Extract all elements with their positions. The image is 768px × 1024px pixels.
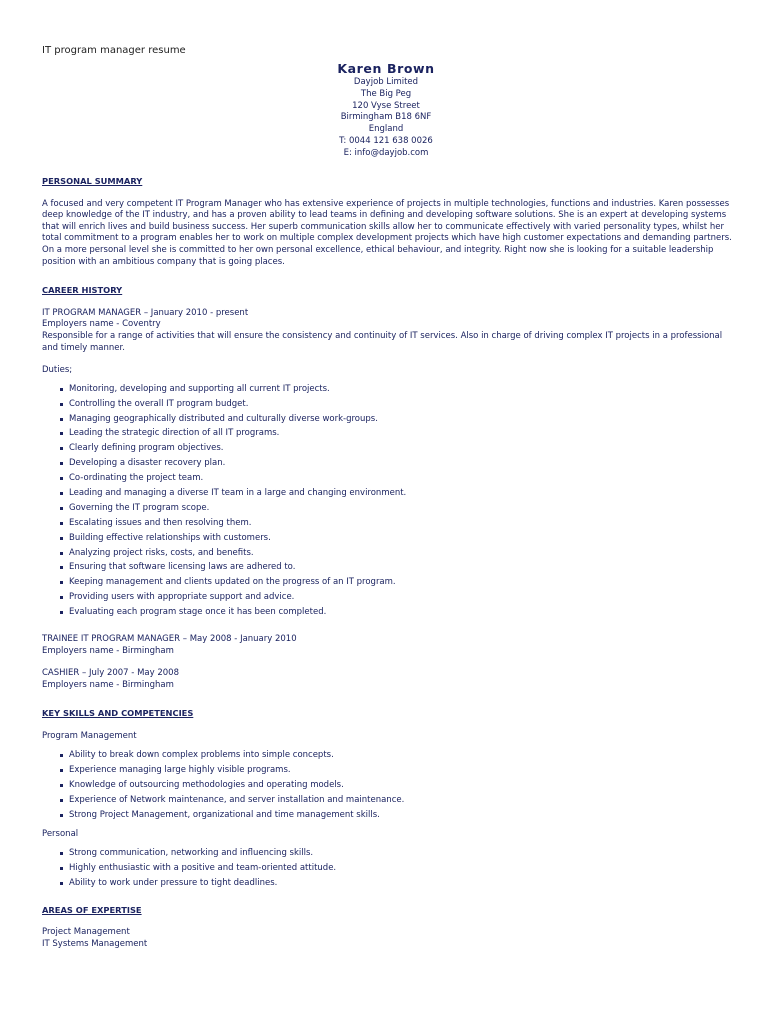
list-item: Providing users with appropriate support and advice. xyxy=(42,592,732,607)
bullet-icon xyxy=(60,581,63,584)
list-item: Ability to work under pressure to tight deadlines. xyxy=(42,878,732,893)
program-skills-list xyxy=(42,750,732,826)
list-item: Leading and managing a diverse IT team in a large and changing environment. xyxy=(42,488,732,503)
bullet-icon xyxy=(60,388,63,391)
bullet-icon xyxy=(60,611,63,614)
list-item: Keeping management and clients updated on the progress of an IT program. xyxy=(42,577,732,592)
bullet-icon xyxy=(60,754,63,757)
job-employer: Employers name - Birmingham xyxy=(42,645,174,656)
document-title: IT program manager resume xyxy=(42,45,186,56)
bullet-icon xyxy=(60,769,63,772)
job-title: IT PROGRAM MANAGER – January 2010 - present xyxy=(42,307,249,318)
bullet-icon xyxy=(60,403,63,406)
job-title: TRAINEE IT PROGRAM MANAGER – May 2008 - January 2010 xyxy=(42,633,297,644)
key-skills-heading: KEY SKILLS AND COMPETENCIES xyxy=(42,708,194,719)
list-item: Evaluating each program stage once it has been completed. xyxy=(42,607,732,622)
bullet-icon xyxy=(60,507,63,510)
bullet-icon xyxy=(60,784,63,787)
bullet-icon xyxy=(60,852,63,855)
resume-body xyxy=(42,176,732,950)
personal-skills-list xyxy=(42,848,732,894)
list-item: Building effective relationships with customers. xyxy=(42,533,732,548)
bullet-icon xyxy=(60,477,63,480)
personal-summary-heading: PERSONAL SUMMARY xyxy=(42,176,143,186)
list-item: Monitoring, developing and supporting all current IT projects. xyxy=(42,384,732,399)
list-item: Ability to break down complex problems into simple concepts. xyxy=(42,750,732,765)
resume-header xyxy=(0,61,768,160)
address-city: Birmingham B18 6NF xyxy=(340,112,432,123)
duties-label: Duties; xyxy=(42,365,73,376)
expertise-item: IT Systems Management xyxy=(42,938,148,949)
bullet-icon xyxy=(60,552,63,555)
list-item: Knowledge of outsourcing methodologies and operating models. xyxy=(42,780,732,795)
list-item: Experience of Network maintenance, and server installation and maintenance. xyxy=(42,795,732,810)
list-item: Developing a disaster recovery plan. xyxy=(42,458,732,473)
list-item: Strong communication, networking and influencing skills. xyxy=(42,848,732,863)
job-employer: Employers name - Coventry xyxy=(42,319,161,330)
list-item: Co-ordinating the project team. xyxy=(42,473,732,488)
list-item: Escalating issues and then resolving them. xyxy=(42,518,732,533)
list-item: Ensuring that software licensing laws are adhered to. xyxy=(42,562,732,577)
expertise-item: Project Management xyxy=(42,927,130,938)
job-employer: Employers name - Birmingham xyxy=(42,679,174,690)
contact-email: E: info@dayjob.com xyxy=(343,147,429,158)
bullet-icon xyxy=(60,432,63,435)
list-item: Managing geographically distributed and culturally diverse work-groups. xyxy=(42,414,732,429)
bullet-icon xyxy=(60,814,63,817)
bullet-icon xyxy=(60,447,63,450)
list-item: Highly enthusiastic with a positive and team-oriented attitude. xyxy=(42,863,732,878)
address-country: England xyxy=(368,124,404,135)
contact-phone: T: 0044 121 638 0026 xyxy=(339,135,433,146)
duties-list xyxy=(42,384,732,622)
bullet-icon xyxy=(60,867,63,870)
list-item: Analyzing project risks, costs, and benefits. xyxy=(42,548,732,563)
bullet-icon xyxy=(60,418,63,421)
career-history-heading: CAREER HISTORY xyxy=(42,285,123,296)
bullet-icon xyxy=(60,492,63,495)
address-street: 120 Vyse Street xyxy=(352,100,420,111)
bullet-icon xyxy=(60,522,63,525)
bullet-icon xyxy=(60,596,63,599)
program-management-label: Program Management xyxy=(42,730,137,741)
list-item: Strong Project Management, organizational and time management skills. xyxy=(42,810,732,825)
personal-label: Personal xyxy=(42,829,79,840)
bullet-icon xyxy=(60,537,63,540)
bullet-icon xyxy=(60,462,63,465)
bullet-icon xyxy=(60,799,63,802)
list-item: Clearly defining program objectives. xyxy=(42,443,732,458)
personal-summary-text: A focused and very competent IT Program Manager who has extensive experience of projects in multiple technologies, functions and industries. Karen possesses deep knowledge of the IT industry, and has a proven ability to lead teams in defining and developing software solutions. She is an expert at developing systems that will enrich lives and build business success. Her superb communication skills allow her to communicate effectively with varied personality types, whilst her total commitment to a program enables her to work on multiple complex development projects which have high customer expectations and demanding partners. On a more personal level she is committed to her own personal excellence, ethical behaviour, and integrity. Right now she is looking for a suitable leadership position with an ambitious company that is going places. xyxy=(42,198,732,267)
address-building: The Big Peg xyxy=(360,88,412,99)
job-title: CASHIER – July 2007 - May 2008 xyxy=(42,668,179,679)
bullet-icon xyxy=(60,882,63,885)
bullet-icon xyxy=(60,566,63,569)
list-item: Governing the IT program scope. xyxy=(42,503,732,518)
address-company: Dayjob Limited xyxy=(353,77,419,87)
list-item: Controlling the overall IT program budget. xyxy=(42,399,732,414)
candidate-name: Karen Brown xyxy=(337,61,435,76)
job-description: Responsible for a range of activities that will ensure the consistency and continuity of IT services. Also in charge of driving complex IT projects in a professional and timely manner. xyxy=(42,330,723,353)
list-item: Experience managing large highly visible programs. xyxy=(42,765,732,780)
list-item: Leading the strategic direction of all IT programs. xyxy=(42,428,732,443)
areas-of-expertise-heading: AREAS OF EXPERTISE xyxy=(42,904,142,915)
